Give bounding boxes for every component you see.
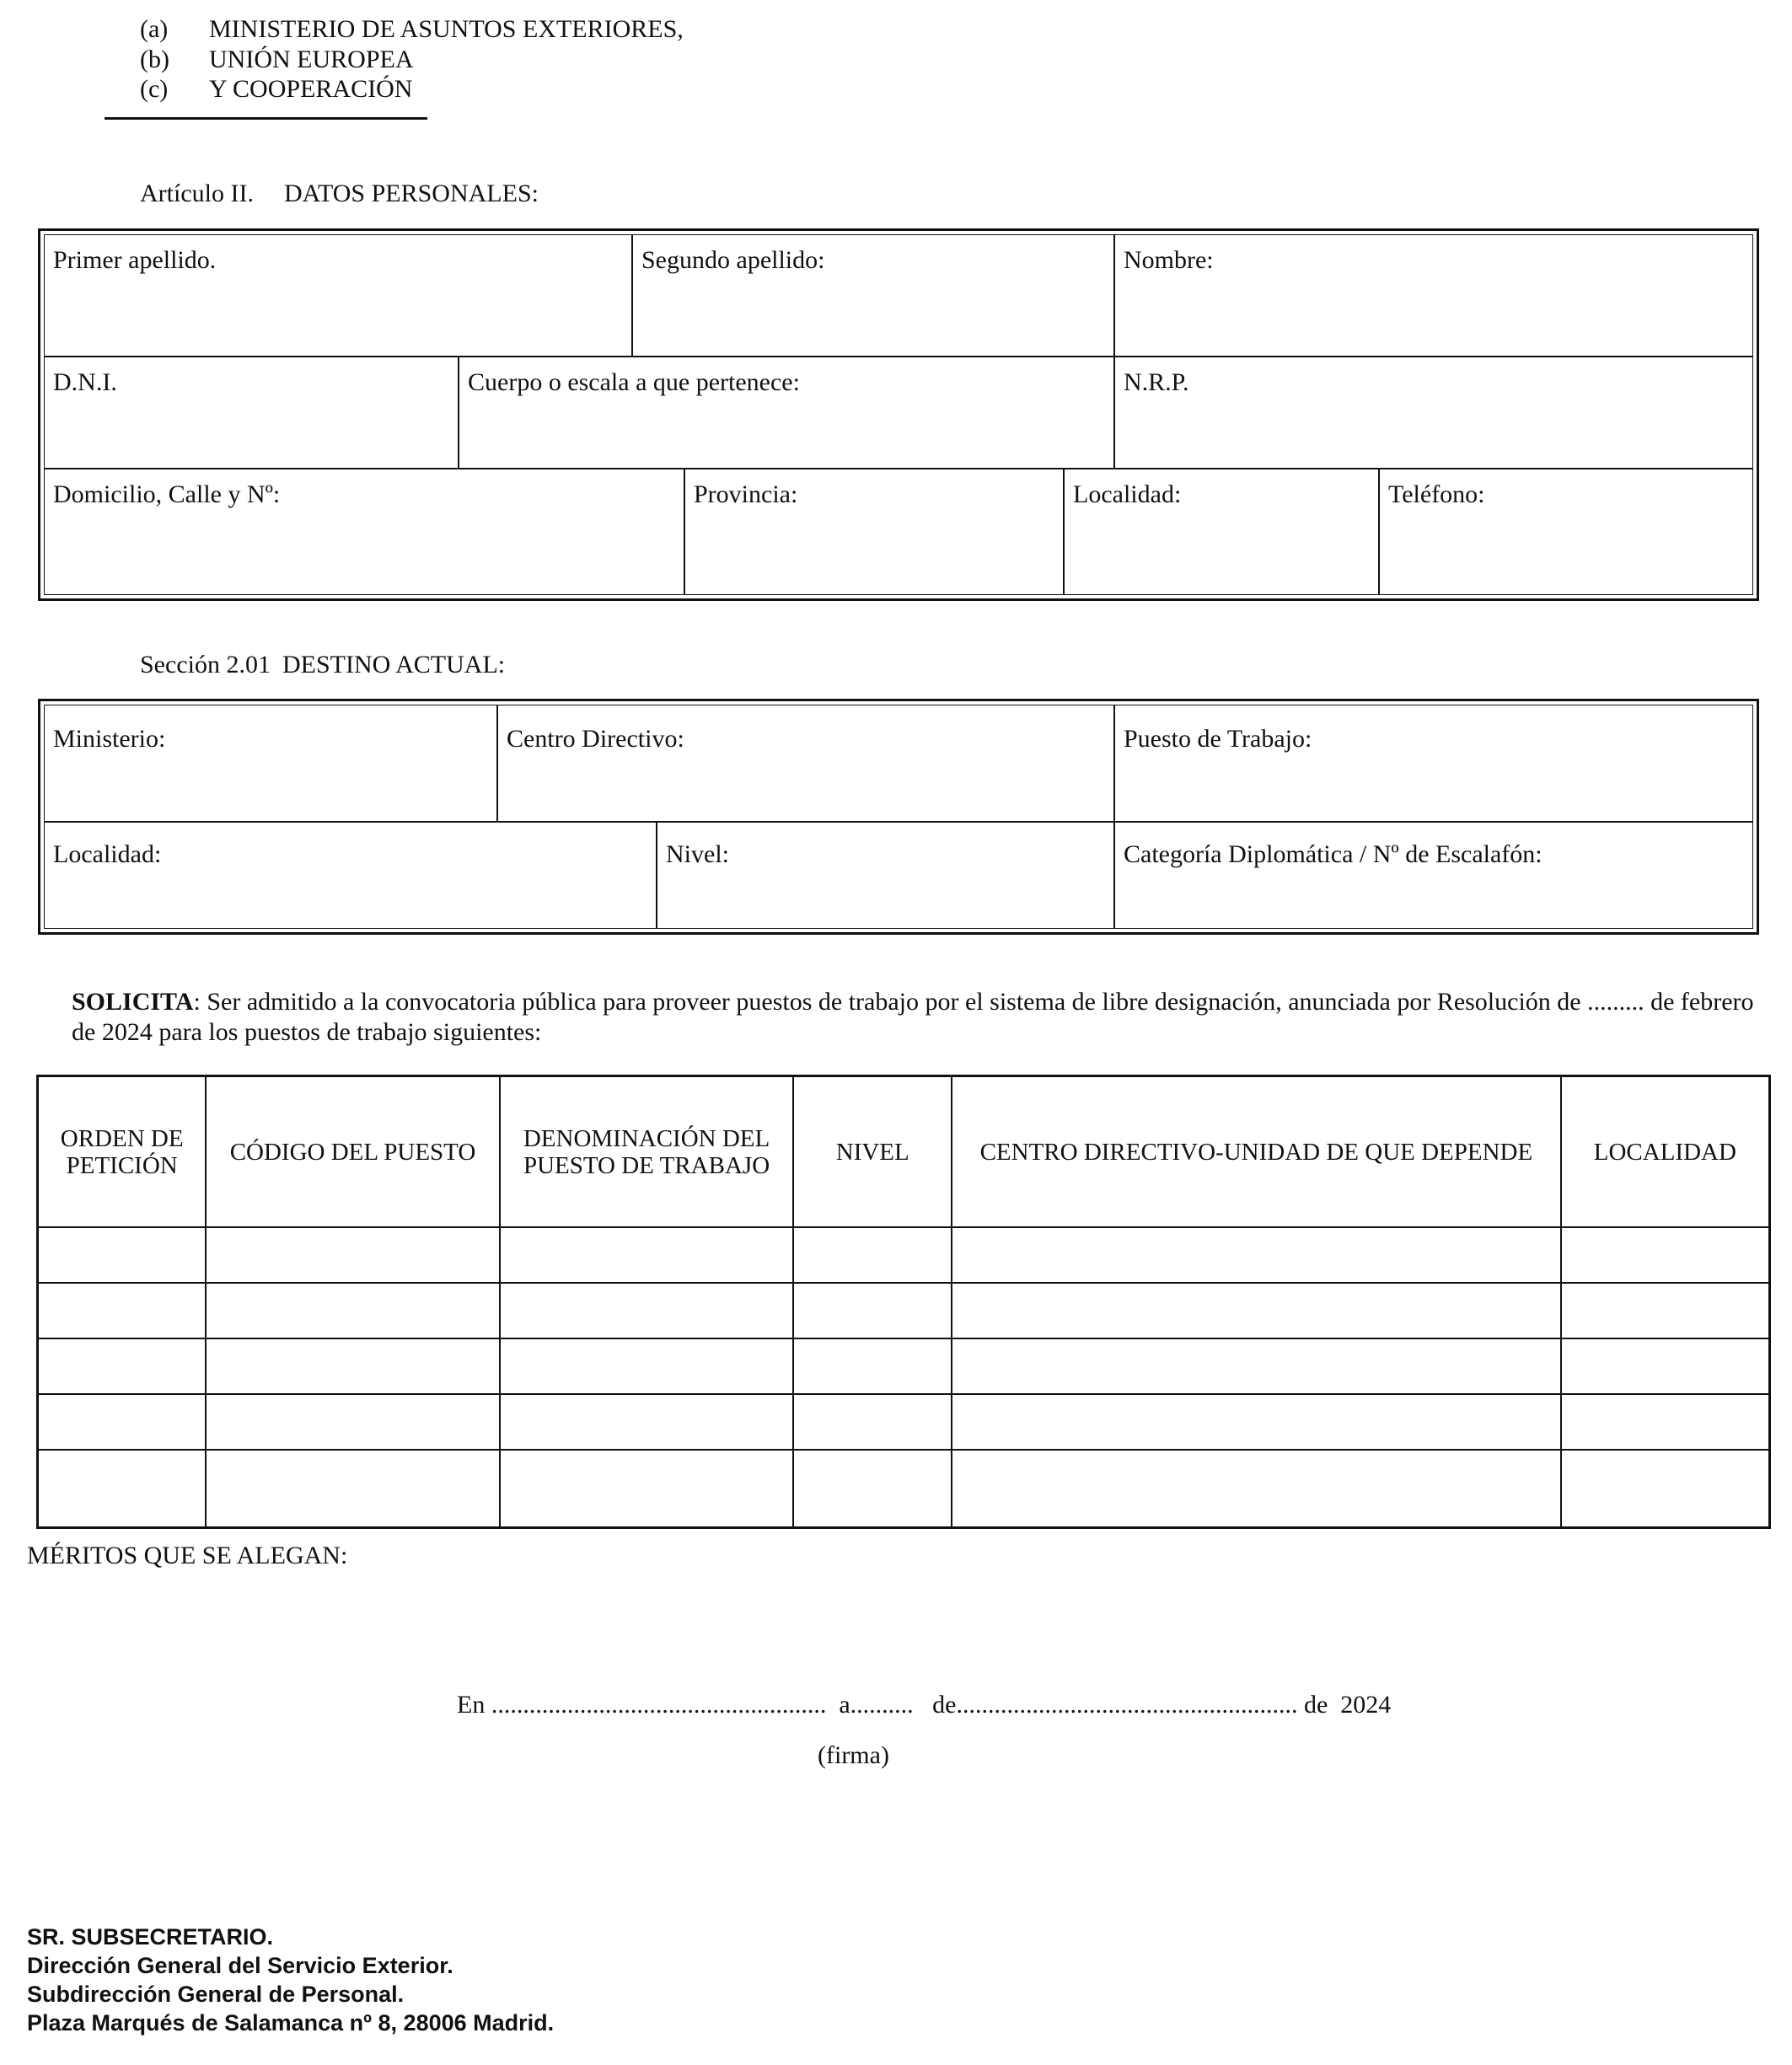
localidad-label: Localidad:: [1073, 480, 1182, 508]
table-cell[interactable]: [38, 1283, 207, 1338]
categoria-label: Categoría Diplomática / Nº de Escalafón:: [1124, 840, 1543, 868]
localidad-field[interactable]: [1063, 468, 1378, 594]
header-letter-b: (b): [140, 46, 169, 73]
nivel-label: Nivel:: [666, 840, 729, 868]
provincia-label: Provincia:: [694, 480, 798, 508]
nrp-label: N.R.P.: [1124, 368, 1189, 396]
header-text-c: Y COOPERACIÓN: [209, 75, 413, 103]
col-nivel: NIVEL: [793, 1076, 952, 1228]
cuerpo-label: Cuerpo o escala a que pertenece:: [468, 368, 800, 396]
table-cell[interactable]: [38, 1338, 207, 1394]
categoria-field[interactable]: [1113, 821, 1752, 928]
personal-heading-num: Artículo II.: [140, 180, 254, 207]
destino-heading-num: Sección 2.01: [140, 651, 271, 678]
header-line-b: [140, 45, 414, 75]
table-cell[interactable]: [793, 1338, 952, 1394]
puesto-trabajo-field[interactable]: [1113, 705, 1752, 821]
table-cell[interactable]: [206, 1283, 499, 1338]
solicita-paragraph: [72, 987, 1757, 1048]
table-row: [38, 1283, 1770, 1338]
ministerio-field[interactable]: [45, 705, 496, 821]
table-cell[interactable]: [952, 1227, 1561, 1283]
solicita-line-2: de 2024 para los puestos de trabajo siguientes:: [72, 1018, 542, 1046]
table-cell[interactable]: [793, 1450, 952, 1528]
table-cell[interactable]: [1561, 1283, 1770, 1338]
header-letter-c: (c): [140, 75, 169, 103]
col-codigo-puesto: CÓDIGO DEL PUESTO: [206, 1076, 499, 1228]
table-row: [38, 1394, 1770, 1450]
footer-line-3: Subdirección General de Personal.: [27, 1982, 405, 2007]
solicita-label: SOLICITA: [72, 988, 194, 1016]
table-cell[interactable]: [1561, 1227, 1770, 1283]
footer-line-2: Dirección General del Servicio Exterior.: [27, 1953, 453, 1978]
domicilio-label: Domicilio, Calle y Nº:: [53, 480, 281, 508]
telefono-label: Teléfono:: [1388, 480, 1485, 508]
dni-label: D.N.I.: [53, 368, 117, 396]
col-orden-peticion: ORDEN DE PETICIÓN: [38, 1076, 207, 1228]
positions-header-row: [38, 1076, 1770, 1228]
header-letter-a: (a): [140, 15, 169, 43]
personal-heading-title: DATOS PERSONALES:: [283, 180, 539, 207]
header-text-a: MINISTERIO DE ASUNTOS EXTERIORES,: [209, 15, 684, 43]
provincia-field[interactable]: [684, 468, 1063, 594]
nombre-field[interactable]: [1113, 235, 1752, 356]
table-cell[interactable]: [1561, 1394, 1770, 1450]
segundo-apellido-label: Segundo apellido:: [641, 246, 825, 274]
telefono-field[interactable]: [1378, 468, 1752, 594]
table-cell[interactable]: [952, 1450, 1561, 1528]
dni-field[interactable]: [45, 356, 458, 468]
personal-data-box: [38, 228, 1759, 601]
cuerpo-field[interactable]: [458, 356, 1113, 468]
table-cell[interactable]: [206, 1338, 499, 1394]
table-row: [38, 1227, 1770, 1283]
centro-directivo-label: Centro Directivo:: [507, 725, 684, 753]
footer-line-4: Plaza Marqués de Salamanca nº 8, 28006 Madrid.: [27, 2010, 555, 2036]
domicilio-field[interactable]: [45, 468, 684, 594]
table-cell[interactable]: [38, 1227, 207, 1283]
personal-heading: [140, 179, 539, 209]
table-cell[interactable]: [206, 1227, 499, 1283]
nombre-label: Nombre:: [1124, 246, 1214, 274]
col-localidad: LOCALIDAD: [1561, 1076, 1770, 1228]
destino-heading: [140, 650, 505, 680]
solicita-line-1: [72, 987, 1757, 1017]
destino-localidad-field[interactable]: [45, 821, 656, 928]
nivel-field[interactable]: [656, 821, 1113, 928]
table-row: [38, 1338, 1770, 1394]
nrp-field[interactable]: [1113, 356, 1752, 468]
col-centro-directivo: CENTRO DIRECTIVO-UNIDAD DE QUE DEPENDE: [952, 1076, 1561, 1228]
centro-directivo-field[interactable]: [496, 705, 1113, 821]
header-rule: [105, 117, 427, 120]
table-cell[interactable]: [793, 1227, 952, 1283]
table-cell[interactable]: [793, 1394, 952, 1450]
table-row: [38, 1450, 1770, 1528]
footer-address: [27, 1923, 554, 2037]
table-cell[interactable]: [500, 1394, 794, 1450]
destino-heading-title: DESTINO ACTUAL:: [282, 651, 506, 678]
destino-localidad-label: Localidad:: [53, 840, 162, 868]
solicita-text: : Ser admitido a la convocatoria pública para proveer puestos de trabajo por el sistema de libre designación, anunciada por Resolución de ......... de febrero: [193, 988, 1754, 1016]
table-cell[interactable]: [1561, 1450, 1770, 1528]
table-cell[interactable]: [500, 1450, 794, 1528]
col-denominacion: DENOMINACIÓN DEL PUESTO DE TRABAJO: [500, 1076, 794, 1228]
table-cell[interactable]: [952, 1338, 1561, 1394]
table-cell[interactable]: [952, 1283, 1561, 1338]
header-line-a: [140, 14, 684, 45]
positions-table: [36, 1075, 1771, 1529]
table-cell[interactable]: [793, 1283, 952, 1338]
table-cell[interactable]: [38, 1450, 207, 1528]
primer-apellido-field[interactable]: [45, 235, 631, 356]
footer-line-1: SR. SUBSECRETARIO.: [27, 1924, 274, 1950]
header-line-c: [140, 74, 412, 105]
table-cell[interactable]: [952, 1394, 1561, 1450]
signature-firma: (firma): [818, 1741, 889, 1769]
header-text-b: UNIÓN EUROPEA: [209, 46, 414, 73]
destino-grid: [44, 705, 1753, 929]
table-cell[interactable]: [500, 1338, 794, 1394]
meritos-label: MÉRITOS QUE SE ALEGAN:: [27, 1542, 348, 1569]
signature-place-date[interactable]: En ..................................................... a.......... de...................................................... de 2024: [457, 1691, 1392, 1719]
table-cell[interactable]: [206, 1450, 499, 1528]
primer-apellido-label: Primer apellido.: [53, 246, 217, 274]
table-cell[interactable]: [38, 1394, 207, 1450]
segundo-apellido-field[interactable]: [631, 235, 1113, 356]
personal-data-grid: [44, 234, 1753, 595]
destino-box: [38, 699, 1759, 935]
puesto-trabajo-label: Puesto de Trabajo:: [1124, 725, 1312, 753]
table-cell[interactable]: [1561, 1338, 1770, 1394]
table-cell[interactable]: [500, 1227, 794, 1283]
table-cell[interactable]: [500, 1283, 794, 1338]
table-cell[interactable]: [206, 1394, 499, 1450]
ministerio-label: Ministerio:: [53, 725, 166, 753]
